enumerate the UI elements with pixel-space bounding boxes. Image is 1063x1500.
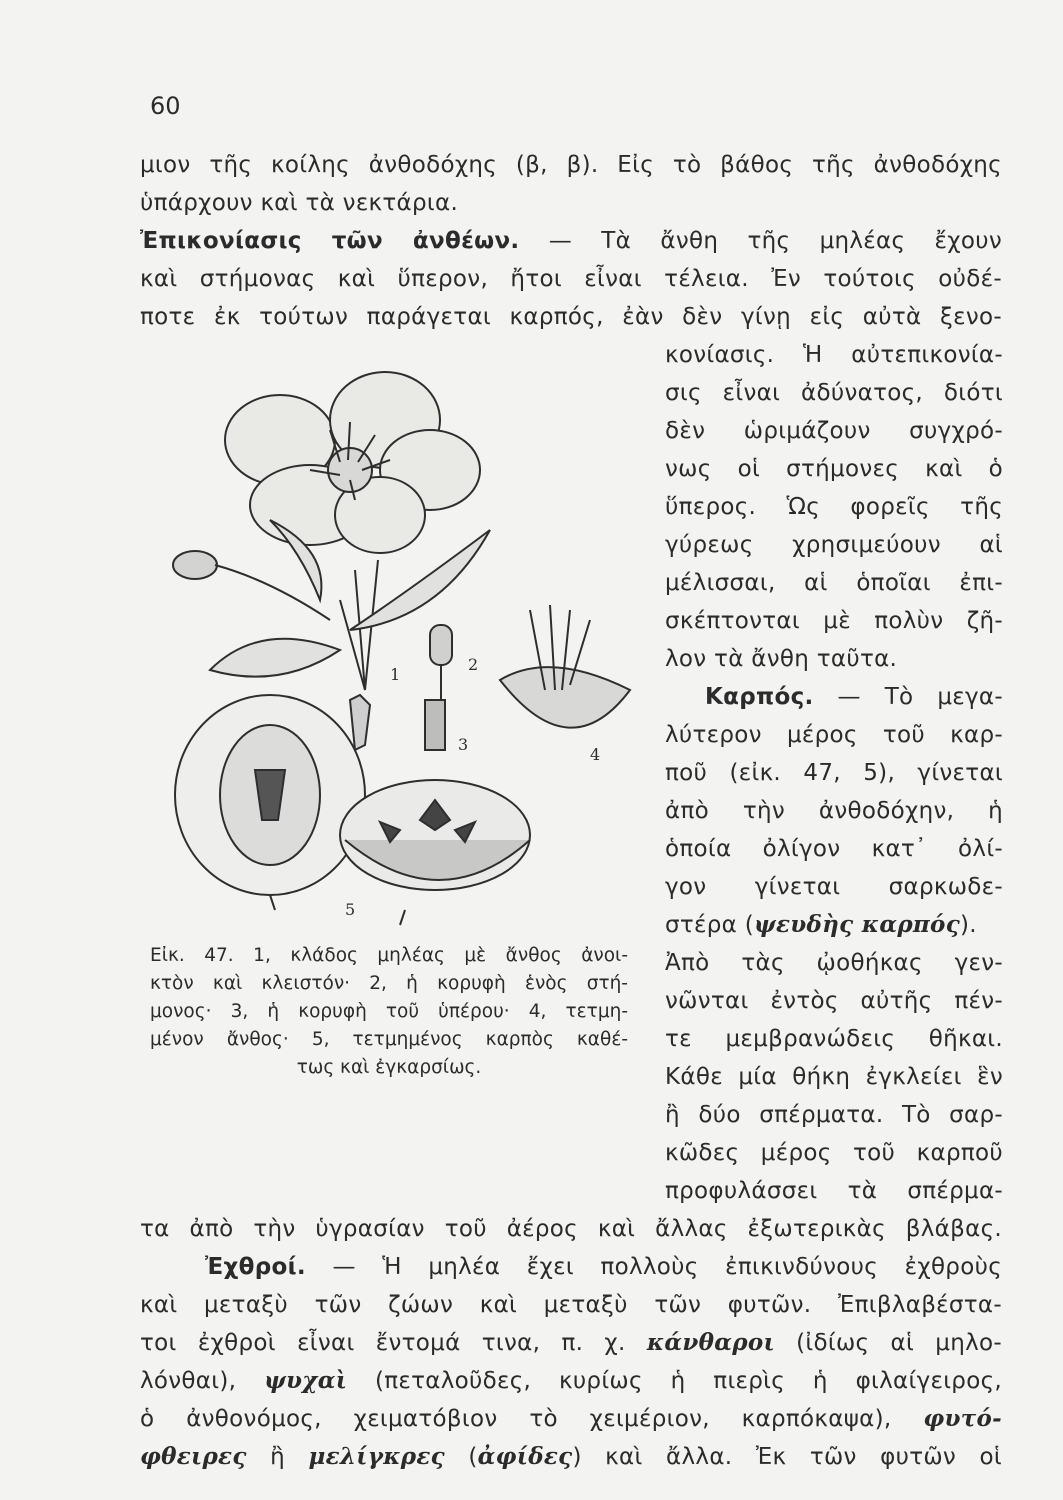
- term-fytophtheires-cont: φθειρες: [140, 1443, 247, 1470]
- body-text: ὁ ἀνθονόμος, χειματόβιον τὸ χειμέριον, καρπόκαψα),: [140, 1406, 924, 1432]
- section-heading-echthroi: Ἐχθροί.: [205, 1254, 306, 1280]
- body-text: — Ἡ μηλέα ἔχει πολλοὺς ἐπικινδύνους ἐχθροὺς: [305, 1254, 1002, 1280]
- figure-caption-line: μένον ἄνθος· 5, τετμημένος καρπὸς καθέ-: [150, 1029, 628, 1050]
- right-column-line: μέλισσαι, αἱ ὁποῖαι ἐπι-: [665, 570, 1003, 596]
- body-line: ποτε ἐκ τούτων παράγεται καρπός, ἐὰν δὲν γίνῃ εἰς αὐτὰ ξενο-: [140, 304, 1002, 330]
- body-text: λόνθαι),: [140, 1368, 265, 1394]
- figure-label-5: 5: [345, 900, 356, 919]
- body-text: στέρα (: [665, 912, 755, 938]
- term-fytophtheires: φυτό-: [923, 1405, 1002, 1432]
- body-text: (: [444, 1444, 478, 1470]
- section-karpos-line: [705, 682, 1003, 712]
- term-pseudis-karpos: ψευδὴς καρπός: [754, 911, 960, 938]
- body-line: τα ἀπὸ τὴν ὑγρασίαν τοῦ ἀέρος καὶ ἄλλας ἐξωτερικὰς βλάβας.: [140, 1216, 1002, 1242]
- term-meligkres: μελίγκρες: [308, 1443, 445, 1470]
- right-column-line: ἀπὸ τὴν ἀνθοδόχην, ἡ: [665, 798, 1003, 824]
- body-line: καὶ μεταξὺ τῶν ζώων καὶ μεταξὺ τῶν φυτῶν. Ἐπιβλαβέστα-: [140, 1292, 1002, 1318]
- right-column-line: Κάθε μία θήκη ἐγκλείει ἓν: [665, 1064, 1003, 1090]
- figure-caption-line: κτὸν καὶ κλειστόν· 2, ἡ κορυφὴ ἑνὸς στή-: [150, 973, 628, 994]
- figure-label-4: 4: [590, 745, 601, 764]
- right-column-line: ὕπερος. Ὡς φορεῖς τῆς: [665, 494, 1003, 520]
- figure-label-1: 1: [390, 665, 401, 684]
- right-column-line: ποῦ (εἰκ. 47, 5), γίνεται: [665, 760, 1003, 786]
- body-text: (ἰδίως αἱ μηλο-: [774, 1330, 1002, 1356]
- right-column-line: σκέπτονται μὲ πολὺν ζῆ-: [665, 608, 1003, 634]
- body-line: ὑπάρχουν καὶ τὰ νεκτάρια.: [140, 190, 459, 216]
- right-column-line: νως οἱ στήμονες καὶ ὁ: [665, 456, 1003, 482]
- page-number: 60: [150, 92, 181, 120]
- figure-caption-line: Εἰκ. 47. 1, κλάδος μηλέας μὲ ἄνθος ἀνοι-: [150, 945, 628, 966]
- right-column-line: Ἀπὸ τὰς ᾠοθήκας γεν-: [665, 950, 1003, 976]
- right-column-line: λον τὰ ἄνθη ταῦτα.: [665, 646, 898, 672]
- section-echthroi-line: [205, 1252, 1002, 1282]
- body-text: (πεταλοῦδες, κυρίως ἡ πιερὶς ἡ φιλαίγειρος,: [347, 1368, 1002, 1394]
- right-column-line: νῶνται ἐντὸς αὐτῆς πέν-: [665, 988, 1003, 1014]
- section-heading-karpos: Καρπός.: [705, 684, 814, 710]
- body-line: μιον τῆς κοίλης ἀνθοδόχης (β, β). Εἰς τὸ βάθος τῆς ἀνθοδόχης: [140, 152, 1002, 178]
- body-line: καὶ στήμονας καὶ ὕπερον, ἤτοι εἶναι τέλεια. Ἐν τούτοις οὐδέ-: [140, 266, 1002, 292]
- term-psychai: ψυχαὶ: [264, 1367, 348, 1394]
- right-column-line: ἢ δύο σπέρματα. Τὸ σαρ-: [665, 1102, 1003, 1128]
- figure-caption-line: μονος· 3, ἡ κορυφὴ τοῦ ὑπέρου· 4, τετμη-: [150, 1001, 628, 1022]
- right-column-line: γύρεως χρησιμεύουν αἱ: [665, 532, 1003, 558]
- right-column-line: [665, 910, 1003, 940]
- right-column-line: ὁποία ὀλίγον κατ᾽ ὀλί-: [665, 836, 1003, 862]
- right-column-line: δὲν ὡριμάζουν συγχρό-: [665, 418, 1003, 444]
- body-line: [140, 1366, 1002, 1396]
- right-column-line: προφυλάσσει τὰ σπέρμα-: [665, 1178, 1003, 1204]
- right-column-line: κῶδες μέρος τοῦ καρποῦ: [665, 1140, 1003, 1166]
- section-heading-epikoniasis: Ἐπικονίασις τῶν ἀνθέων.: [140, 228, 520, 254]
- body-text: ).: [960, 912, 977, 938]
- term-afides: ἀφίδες: [477, 1443, 573, 1470]
- body-text: ) καὶ ἄλλα. Ἐκ τῶν φυτῶν οἱ: [572, 1444, 1002, 1470]
- body-text: τοι ἐχθροὶ εἶναι ἔντομά τινα, π. χ.: [140, 1330, 647, 1356]
- body-line: [140, 1442, 1002, 1472]
- body-line: [140, 1404, 1002, 1434]
- right-column-line: τε μεμβρανώδεις θῆκαι.: [665, 1026, 1003, 1052]
- section-epikoniasis-line: [140, 226, 1002, 256]
- figure-label-2: 2: [468, 655, 479, 674]
- figure-label-3: 3: [458, 735, 469, 754]
- term-kantharoi: κάνθαροι: [646, 1329, 775, 1356]
- right-column-line: γον γίνεται σαρκωδε-: [665, 874, 1003, 900]
- body-text: — Τὸ μεγα-: [813, 684, 1003, 710]
- apple-flower-figure: [150, 350, 650, 930]
- body-text: — Τὰ ἄνθη τῆς μηλέας ἔχουν: [519, 228, 1002, 254]
- right-column-line: κονίασις. Ἡ αὐτεπικονία-: [665, 342, 1003, 368]
- body-line: [140, 1328, 1002, 1358]
- right-column-line: λύτερον μέρος τοῦ καρ-: [665, 722, 1003, 748]
- figure-illustration: [150, 350, 650, 930]
- figure-caption-line: τως καὶ ἐγκαρσίως.: [296, 1057, 482, 1078]
- right-column-line: σις εἶναι ἀδύνατος, διότι: [665, 380, 1003, 406]
- body-text: ἢ: [246, 1444, 309, 1470]
